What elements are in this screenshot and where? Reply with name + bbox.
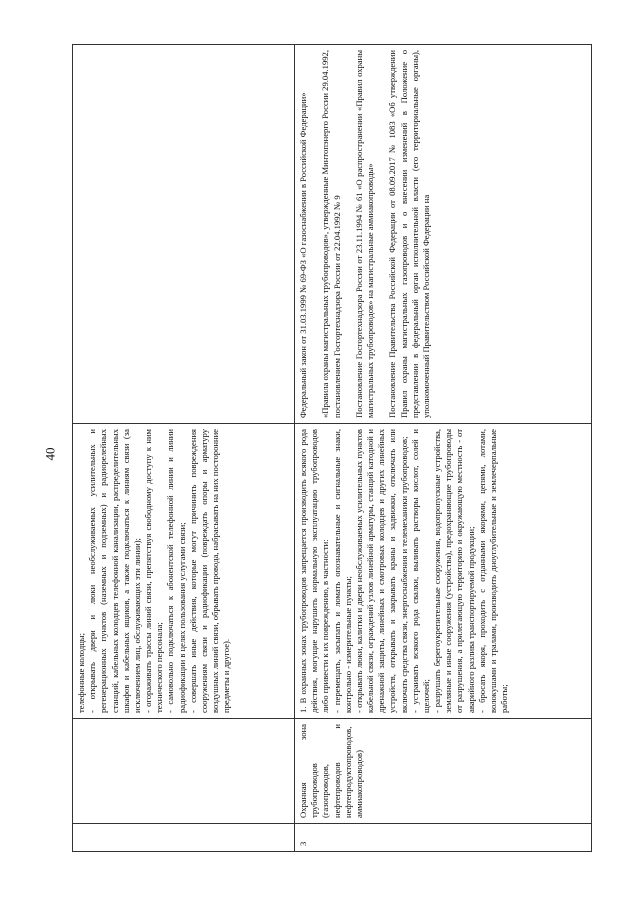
legal-basis-cell [73,45,295,424]
zone-name-cell: Охранная зона трубопроводов (газопроводов, нефтепроводов и нефтепродуктопроводов, аммиакопроводов) [295,719,592,824]
rotated-page [72,44,592,852]
zone-name-cell [73,719,295,824]
row-number-cell: 3 [295,824,592,852]
page-number: 40 [42,447,58,461]
table-row [295,45,592,852]
protection-zones-table [72,44,592,852]
row-number-cell [73,824,295,852]
restrictions-cell: телефонные колодцы; - открывать двери и люки необслуживаемых усилительных и регенерационных пунктов (наземных и подземных) и радиорелейных станций, кабельных колодцев телефонной канализации, распределительных шкафов и кабельных ящиков, а также подключаться к линиям связи (за исключением лиц, обслуживающих эти линии); - огораживать трассы линий связи, препятствуя свободному доступу к ним технического персонала; - самовольно подключаться к абонентской телефонной линии и линии радиофикации в целях пользования услугами связи; - совершать иные действия, которые могут причинить повреждения сооружениям связи и радиофикации (повреждать опоры и арматуру воздушных линий связи, обрывать провода, набрасывать на них посторонние предметы и другое). [73,424,295,719]
table-row [73,45,295,852]
restrictions-cell: 1. В охранных зонах трубопроводов запрещается производить всякого рода действия, могущие нарушить нормальную эксплуатацию трубопроводов либо привести к их повреждению, в частности: - перемещать, засыпать и ломать опознавательные и сигнальные знаки, контрольно - измерительные пункты; - открывать люки, калитки и двери необслуживаемых усилительных пунктов кабельной связи, ограждений узлов линейной арматуры, станций катодной и дренажной защиты, линейных и смотровых колодцев и других линейных устройств, открывать и закрывать краны и задвижки, отключать или включать средства связи, энергоснабжения и телемеханики трубопроводов; - устраивать всякого рода свалки, выливать растворы кислот, солей и щелочей; - разрушать берегоукрепительные сооружения, водопропускные устройства, земляные и иные сооружения (устройства), предохраняющие трубопроводы от разрушения, а прилегающую территорию и окружающую местность - от аварийного разлива транспортируемой продукции; - бросать якоря, проходить с отданными якорями, цепями, лотами, волокушами и тралами, производить дноуглубительные и землечерпальные работы; [295,424,592,719]
legal-basis-cell: Федеральный закон от 31.03.1999 № 69-ФЗ «О газоснабжении в Российской Федерации» «Правила охраны магистральных трубопроводов», утвержденные Минтопэнерго России 29.04.1992, постановлением Госгортехнадзора России от 22.04.1992 № 9 Постановление Госгортехнадзора России от 23.11.1994 № 61 «О распространении «Правил охраны магистральных трубопроводов» на магистральные аммиакопроводы» Постановление Правительства Российской Федерации от 08.09.2017 № 1083 «Об утверждении Правил охраны магистральных газопроводов и о внесении изменений в Положение о представлении в федеральный орган исполнительной власти (его территориальные органы), уполномоченный Правительством Российской Федерации на [295,45,592,424]
